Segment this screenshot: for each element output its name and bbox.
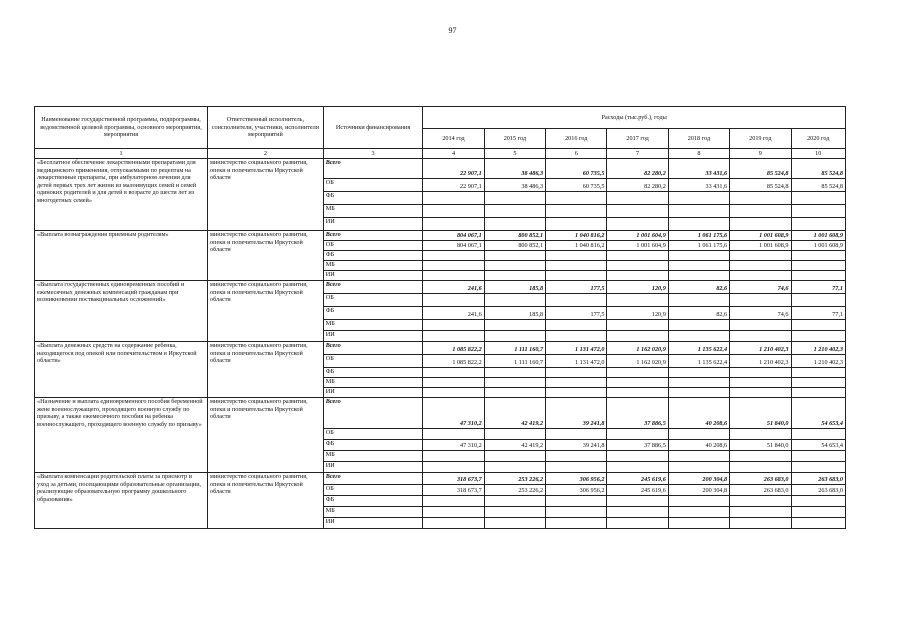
measure-name: «Выплата денежных средств на содержание ребенка, находящегося под опекой или попечительством в Иркутской области» [35, 342, 208, 398]
value-cell: 1 131 472,0 [546, 355, 607, 368]
page-number: 97 [448, 26, 457, 35]
funding-source: ИИ [323, 462, 423, 473]
value-cell [546, 462, 607, 473]
total-value-cell: 318 673,7 [423, 473, 484, 485]
value-cell: 1 085 822,2 [423, 355, 484, 368]
total-value-cell: 22 907,1 [423, 159, 484, 179]
funding-source: ОБ [323, 241, 423, 251]
measure-name: «Бесплатное обеспечение лекарственными препаратами для медицинского применения, отпускаемыми по рецептам на лекарственные препараты, при амбулаторном лечении для детей первых трех лет жизни из малоимущих семей и семей одиноких родителей и для детей в возрасте до шести лет из многодетных семей» [35, 159, 208, 231]
value-cell [423, 496, 484, 507]
responsible-executor: министерство социального развития, опеки и попечительства Иркутской области [208, 231, 324, 281]
value-cell: 241,6 [423, 307, 484, 320]
total-value-cell: 1 135 622,4 [668, 342, 729, 355]
value-cell [484, 378, 545, 388]
value-cell: 245 619,6 [607, 485, 668, 496]
value-cell [791, 388, 846, 398]
value-cell [546, 518, 607, 529]
funding-source: ОБ [323, 355, 423, 368]
value-cell [791, 320, 846, 331]
funding-source: МБ [323, 451, 423, 462]
funding-source: ОБ [323, 179, 423, 192]
value-cell [484, 251, 545, 261]
value-cell [668, 368, 729, 378]
column-index: 9 [730, 149, 791, 159]
value-cell: 306 956,2 [546, 485, 607, 496]
value-cell [730, 271, 791, 281]
total-value-cell: 1 061 175,6 [668, 231, 729, 241]
value-cell: 60 735,5 [546, 179, 607, 192]
value-cell [484, 205, 545, 218]
value-cell: 253 226,2 [484, 485, 545, 496]
total-value-cell: 1 001 604,9 [607, 231, 668, 241]
value-cell [423, 368, 484, 378]
value-cell [546, 331, 607, 342]
funding-source: МБ [323, 320, 423, 331]
value-cell: 1 111 160,7 [484, 355, 545, 368]
header-expenses: Расходы (тыс.руб.), годы [423, 107, 846, 129]
column-index: 1 [35, 149, 208, 159]
value-cell: 39 241,8 [546, 440, 607, 451]
funding-source: ИИ [323, 518, 423, 529]
value-cell [546, 251, 607, 261]
value-cell [546, 205, 607, 218]
value-cell: 1 001 604,9 [607, 241, 668, 251]
measure-name: «Выплата государственных единовременных пособий и ежемесячных денежных компенсаций гражданам при возникновении поствакцинальных осложнений» [35, 281, 208, 342]
funding-source: МБ [323, 378, 423, 388]
value-cell [607, 388, 668, 398]
value-cell [546, 368, 607, 378]
total-value-cell: 1 111 160,7 [484, 342, 545, 355]
funding-source: ОБ [323, 294, 423, 307]
value-cell [668, 388, 729, 398]
total-value-cell: 177,5 [546, 281, 607, 294]
value-cell [668, 462, 729, 473]
funding-source: МБ [323, 205, 423, 218]
value-cell [730, 261, 791, 271]
table-row [35, 231, 846, 241]
value-cell [791, 429, 846, 440]
responsible-executor: министерство социального развития, опеки и попечительства Иркутской области [208, 473, 324, 529]
total-value-cell: 1 001 608,9 [791, 231, 846, 241]
value-cell: 177,5 [546, 307, 607, 320]
value-cell [607, 218, 668, 231]
value-cell: 42 419,2 [484, 440, 545, 451]
value-cell [423, 271, 484, 281]
funding-source: ФБ [323, 440, 423, 451]
value-cell [423, 378, 484, 388]
header-year: 2016 год [546, 129, 607, 149]
value-cell [668, 251, 729, 261]
value-cell [730, 251, 791, 261]
value-cell [791, 261, 846, 271]
value-cell [668, 518, 729, 529]
value-cell [607, 507, 668, 518]
value-cell [730, 507, 791, 518]
value-cell [791, 368, 846, 378]
value-cell [484, 271, 545, 281]
value-cell [668, 331, 729, 342]
funding-source: Всего [323, 473, 423, 485]
funding-source: ФБ [323, 496, 423, 507]
funding-source: Всего [323, 398, 423, 429]
total-value-cell: 51 840,0 [730, 398, 791, 429]
value-cell [668, 218, 729, 231]
value-cell [484, 451, 545, 462]
value-cell [484, 462, 545, 473]
value-cell [607, 251, 668, 261]
responsible-executor: министерство социального развития, опеки и попечительства Иркутской области [208, 281, 324, 342]
value-cell [791, 205, 846, 218]
column-index: 3 [323, 149, 423, 159]
value-cell: 120,9 [607, 307, 668, 320]
table-row [35, 473, 846, 485]
value-cell [791, 496, 846, 507]
funding-source: ИИ [323, 271, 423, 281]
table-row [35, 398, 846, 429]
total-value-cell: 82 280,2 [607, 159, 668, 179]
value-cell [546, 388, 607, 398]
value-cell [484, 261, 545, 271]
value-cell [668, 192, 729, 205]
funding-source: ИИ [323, 218, 423, 231]
value-cell [791, 378, 846, 388]
value-cell: 804 067,1 [423, 241, 484, 251]
value-cell [423, 429, 484, 440]
value-cell: 185,8 [484, 307, 545, 320]
total-value-cell: 804 067,1 [423, 231, 484, 241]
total-value-cell: 306 956,2 [546, 473, 607, 485]
column-index: 7 [607, 149, 668, 159]
total-value-cell: 47 310,2 [423, 398, 484, 429]
value-cell [423, 192, 484, 205]
table-row [35, 281, 846, 294]
total-value-cell: 40 208,6 [668, 398, 729, 429]
total-value-cell: 245 619,6 [607, 473, 668, 485]
value-cell: 1 001 608,9 [730, 241, 791, 251]
value-cell [607, 331, 668, 342]
total-value-cell: 54 653,4 [791, 398, 846, 429]
value-cell [730, 192, 791, 205]
value-cell [484, 429, 545, 440]
value-cell [423, 518, 484, 529]
value-cell [546, 378, 607, 388]
value-cell [730, 320, 791, 331]
funding-source: ФБ [323, 251, 423, 261]
column-index: 2 [208, 149, 324, 159]
funding-source: ФБ [323, 192, 423, 205]
value-cell [546, 429, 607, 440]
funding-source: ФБ [323, 307, 423, 320]
column-index: 6 [546, 149, 607, 159]
value-cell [546, 271, 607, 281]
value-cell [607, 320, 668, 331]
value-cell [546, 261, 607, 271]
total-value-cell: 39 241,8 [546, 398, 607, 429]
value-cell [730, 378, 791, 388]
funding-source: ИИ [323, 331, 423, 342]
header-name: Наименование государственной программы, подпрограммы, ведомственной целевой программы, основного мероприятия, мероприятия [35, 107, 208, 149]
value-cell [791, 331, 846, 342]
value-cell: 38 486,3 [484, 179, 545, 192]
column-index: 5 [484, 149, 545, 159]
responsible-executor: министерство социального развития, опеки и попечительства Иркутской области [208, 342, 324, 398]
value-cell [546, 192, 607, 205]
value-cell: 85 524,8 [730, 179, 791, 192]
value-cell [546, 320, 607, 331]
total-value-cell: 82,6 [668, 281, 729, 294]
value-cell [423, 251, 484, 261]
responsible-executor: министерство социального развития, опеки и попечительства Иркутской области [208, 159, 324, 231]
value-cell: 1 135 622,4 [668, 355, 729, 368]
value-cell [484, 331, 545, 342]
total-value-cell: 185,8 [484, 281, 545, 294]
value-cell: 74,6 [730, 307, 791, 320]
value-cell: 51 840,0 [730, 440, 791, 451]
value-cell [668, 261, 729, 271]
value-cell: 82 280,2 [607, 179, 668, 192]
total-value-cell: 1 210 402,3 [791, 342, 846, 355]
funding-source: Всего [323, 342, 423, 355]
value-cell [730, 294, 791, 307]
value-cell [730, 388, 791, 398]
value-cell [607, 261, 668, 271]
value-cell: 800 852,1 [484, 241, 545, 251]
total-value-cell: 120,9 [607, 281, 668, 294]
value-cell [668, 294, 729, 307]
value-cell [791, 271, 846, 281]
header-year: 2017 год [607, 129, 668, 149]
value-cell: 85 524,8 [791, 179, 846, 192]
value-cell: 1 040 816,2 [546, 241, 607, 251]
value-cell: 77,1 [791, 307, 846, 320]
funding-source: ОБ [323, 485, 423, 496]
value-cell [546, 294, 607, 307]
value-cell [791, 518, 846, 529]
total-value-cell: 74,6 [730, 281, 791, 294]
funding-source: Всего [323, 281, 423, 294]
value-cell [791, 451, 846, 462]
value-cell [423, 261, 484, 271]
value-cell [546, 496, 607, 507]
value-cell [791, 462, 846, 473]
value-cell [607, 294, 668, 307]
value-cell [791, 192, 846, 205]
header-year: 2014 год [423, 129, 484, 149]
value-cell: 40 208,6 [668, 440, 729, 451]
funding-source: МБ [323, 507, 423, 518]
value-cell [607, 451, 668, 462]
header-year: 2018 год [668, 129, 729, 149]
value-cell: 200 304,8 [668, 485, 729, 496]
value-cell [607, 368, 668, 378]
value-cell [668, 320, 729, 331]
total-value-cell: 1 001 608,9 [730, 231, 791, 241]
value-cell: 318 673,7 [423, 485, 484, 496]
value-cell: 54 653,4 [791, 440, 846, 451]
value-cell: 1 210 402,3 [730, 355, 791, 368]
expenses-table [34, 106, 846, 529]
value-cell [607, 378, 668, 388]
value-cell [730, 462, 791, 473]
measure-name: «Назначение и выплата единовременного пособия беременной жене военнослужащего, проходящего военную службу по призыву, а также ежемесячного пособия на ребенка военнослужащего, проходящего военную службу по призыву» [35, 398, 208, 473]
value-cell [607, 518, 668, 529]
value-cell [423, 331, 484, 342]
value-cell [484, 518, 545, 529]
total-value-cell: 1 085 822,2 [423, 342, 484, 355]
value-cell [423, 320, 484, 331]
value-cell [484, 294, 545, 307]
value-cell [546, 507, 607, 518]
value-cell [668, 507, 729, 518]
value-cell [668, 378, 729, 388]
funding-source: ФБ [323, 368, 423, 378]
value-cell [607, 205, 668, 218]
value-cell [791, 294, 846, 307]
header-year: 2020 год [791, 129, 846, 149]
value-cell [668, 271, 729, 281]
value-cell [730, 331, 791, 342]
value-cell [423, 218, 484, 231]
value-cell: 22 907,1 [423, 179, 484, 192]
value-cell [484, 320, 545, 331]
total-value-cell: 1 210 402,3 [730, 342, 791, 355]
value-cell [791, 251, 846, 261]
table-row [35, 342, 846, 355]
value-cell [484, 496, 545, 507]
value-cell [668, 205, 729, 218]
total-value-cell: 800 852,1 [484, 231, 545, 241]
value-cell [607, 429, 668, 440]
value-cell [423, 507, 484, 518]
value-cell: 1 162 020,9 [607, 355, 668, 368]
value-cell [423, 205, 484, 218]
value-cell [423, 388, 484, 398]
column-index: 4 [423, 149, 484, 159]
funding-source: Всего [323, 159, 423, 179]
funding-source: Всего [323, 231, 423, 241]
value-cell [791, 507, 846, 518]
value-cell [668, 451, 729, 462]
total-value-cell: 1 040 816,2 [546, 231, 607, 241]
total-value-cell: 263 683,0 [730, 473, 791, 485]
funding-source: ИИ [323, 388, 423, 398]
total-value-cell: 263 683,0 [791, 473, 846, 485]
total-value-cell: 85 524,8 [730, 159, 791, 179]
value-cell [546, 451, 607, 462]
total-value-cell: 33 431,6 [668, 159, 729, 179]
total-value-cell: 253 226,2 [484, 473, 545, 485]
header-responsible: Ответственный исполнитель, соисполнители, участники, исполнители мероприятий [208, 107, 324, 149]
total-value-cell: 42 419,2 [484, 398, 545, 429]
value-cell [484, 388, 545, 398]
total-value-cell: 200 304,8 [668, 473, 729, 485]
measure-name: «Выплата вознаграждения приемным родителям» [35, 231, 208, 281]
value-cell: 1 210 402,3 [791, 355, 846, 368]
value-cell [423, 462, 484, 473]
header-year: 2015 год [484, 129, 545, 149]
total-value-cell: 1 131 472,0 [546, 342, 607, 355]
value-cell: 263 683,0 [730, 485, 791, 496]
value-cell [484, 192, 545, 205]
total-value-cell: 60 735,5 [546, 159, 607, 179]
value-cell [484, 218, 545, 231]
column-index: 10 [791, 149, 846, 159]
table-row [35, 159, 846, 179]
funding-source: ОБ [323, 429, 423, 440]
total-value-cell: 77,1 [791, 281, 846, 294]
value-cell [730, 451, 791, 462]
value-cell [546, 218, 607, 231]
value-cell: 263 683,0 [791, 485, 846, 496]
value-cell [730, 429, 791, 440]
value-cell: 82,6 [668, 307, 729, 320]
value-cell [423, 294, 484, 307]
value-cell [607, 462, 668, 473]
value-cell: 33 431,6 [668, 179, 729, 192]
header-year: 2019 год [730, 129, 791, 149]
value-cell [423, 451, 484, 462]
value-cell [730, 205, 791, 218]
total-value-cell: 37 886,5 [607, 398, 668, 429]
column-index: 8 [668, 149, 729, 159]
value-cell: 47 310,2 [423, 440, 484, 451]
value-cell [668, 429, 729, 440]
value-cell [607, 496, 668, 507]
total-value-cell: 241,6 [423, 281, 484, 294]
value-cell: 1 001 608,9 [791, 241, 846, 251]
total-value-cell: 1 162 020,9 [607, 342, 668, 355]
value-cell [607, 271, 668, 281]
value-cell: 1 061 175,6 [668, 241, 729, 251]
value-cell [730, 368, 791, 378]
value-cell [730, 518, 791, 529]
value-cell [668, 496, 729, 507]
responsible-executor: министерство социального развития, опеки и попечительства Иркутской области [208, 398, 324, 473]
value-cell [730, 218, 791, 231]
value-cell [484, 368, 545, 378]
total-value-cell: 85 524,8 [791, 159, 846, 179]
value-cell [484, 507, 545, 518]
value-cell [791, 218, 846, 231]
funding-source: МБ [323, 261, 423, 271]
measure-name: «Выплата компенсации родительской платы за присмотр и уход за детьми, посещающими образовательные организации, реализующие образовательную программу дошкольного образования» [35, 473, 208, 529]
header-source: Источники финансирования [323, 107, 423, 149]
value-cell: 37 886,5 [607, 440, 668, 451]
value-cell [607, 192, 668, 205]
value-cell [730, 496, 791, 507]
total-value-cell: 38 486,3 [484, 159, 545, 179]
